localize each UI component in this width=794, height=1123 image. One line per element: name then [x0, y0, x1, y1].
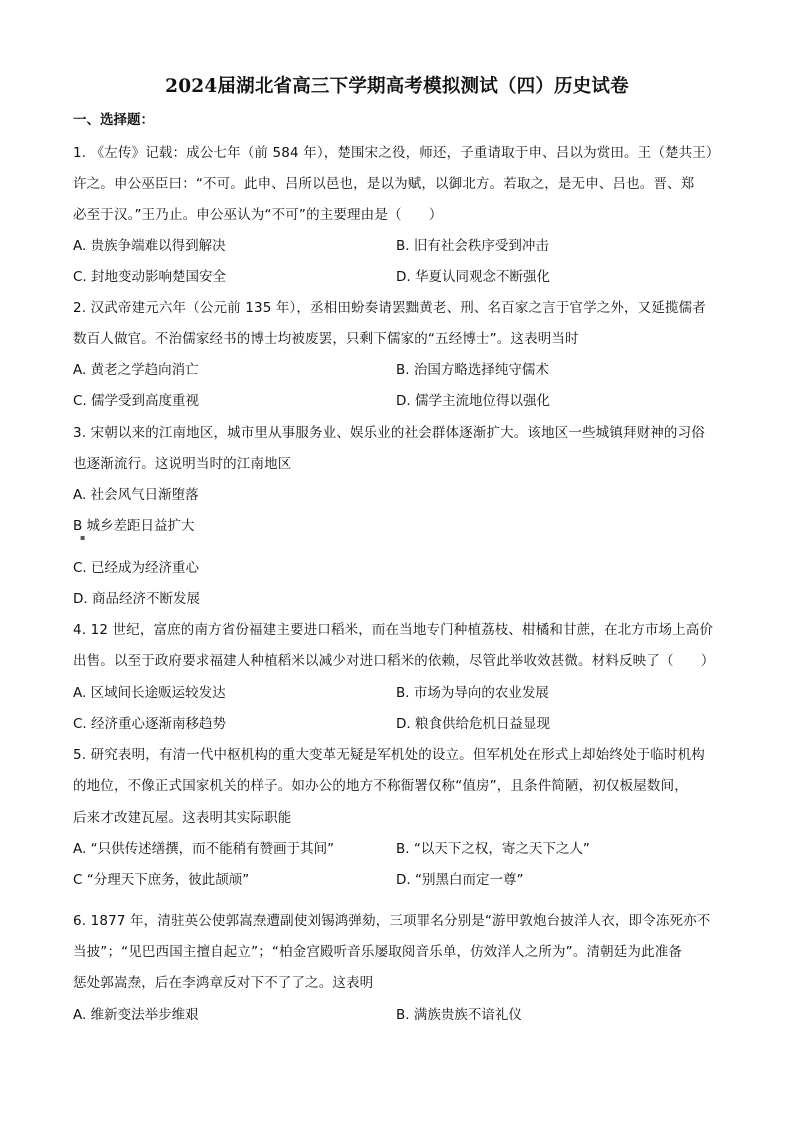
question-5-line-2: 的地位，不像正式国家机关的样子。如办公的地方不称衙署仅称“值房”，且条件简陋，初仅板屋数间， [73, 778, 688, 794]
question-2-option-a[interactable]: A. 黄老之学趋向消亡 [73, 362, 199, 378]
question-6-option-a[interactable]: A. 维新变法举步维艰 [73, 1007, 199, 1023]
question-6-line-1: 6. 1877 年，清驻英公使郭嵩焘遭副使刘锡鸿弹劾，三项罪名分别是“游甲敦炮台披洋人衣，即令冻死亦不 [73, 913, 711, 929]
question-4-option-c[interactable]: C. 经济重心逐渐南移趋势 [73, 716, 227, 732]
question-1-option-b[interactable]: B. 旧有社会秩序受到冲击 [396, 238, 549, 254]
question-2-line-1: 2. 汉武帝建元六年（公元前 135 年），丞相田蚡奏请罢黜黄老、刑、名百家之言于官学之外，又延揽儒者 [73, 300, 706, 316]
question-1-line-2: 许之。申公巫臣曰：“不可。此申、吕所以邑也，是以为赋，以御北方。若取之，是无申、吕也。晋、郑 [73, 176, 695, 192]
question-3-option-c[interactable]: C. 已经成为经济重心 [73, 560, 200, 576]
question-5-line-3: 后来才改建瓦屋。这表明其实际职能 [73, 810, 292, 826]
question-3-option-b[interactable]: B 城乡差距日益扩大 [73, 518, 195, 534]
question-4-option-b[interactable]: B. 市场为导向的农业发展 [396, 685, 549, 701]
question-2-option-b[interactable]: B. 治国方略选择纯守儒术 [396, 362, 549, 378]
section-heading: 一、选择题： [73, 112, 154, 128]
question-4-line-1: 4. 12 世纪，富庶的南方省份福建主要进口稻米，而在当地专门种植荔枝、柑橘和甘蔗，在北方市场上高价 [73, 622, 714, 638]
question-5-option-b[interactable]: B. “以天下之权，寄之天下之人” [396, 841, 590, 857]
question-1-line-1: 1. 《左传》记载：成公七年（前 584 年），楚围宋之役，师还，子重请取于申、吕以为赏田。王（楚共王） [73, 145, 720, 161]
question-3-option-a[interactable]: A. 社会风气日渐堕落 [73, 487, 199, 503]
question-3-line-1: 3. 宋朝以来的江南地区，城市里从事服务业、娱乐业的社会群体逐渐扩大。该地区一些城镇拜财神的习俗 [73, 425, 705, 441]
question-1-option-c[interactable]: C. 封地变动影响楚国安全 [73, 269, 227, 285]
page-title: 2024届湖北省高三下学期高考模拟测试（四）历史试卷 [165, 76, 629, 97]
question-4-option-d[interactable]: D. 粮食供给危机日益显现 [396, 716, 550, 732]
question-1-line-3: 必至于汉。”王乃止。申公巫认为“不可”的主要理由是（ ） [73, 207, 443, 223]
question-1-option-a[interactable]: A. 贵族争端难以得到解决 [73, 238, 226, 254]
question-3-line-2: 也逐渐流行。这说明当时的江南地区 [73, 456, 292, 472]
question-5-line-1: 5. 研究表明，有清一代中枢机构的重大变革无疑是军机处的设立。但军机处在形式上却始终处于临时机构 [73, 747, 705, 763]
question-4-option-a[interactable]: A. 区域间长途贩运较发达 [73, 685, 226, 701]
question-2-option-c[interactable]: C. 儒学受到高度重视 [73, 393, 200, 409]
question-3-option-d[interactable]: D. 商品经济不断发展 [73, 591, 200, 607]
question-5-option-d[interactable]: D. “别黑白而定一尊” [396, 872, 524, 888]
question-5-option-c[interactable]: C “分理天下庶务，彼此颉颃” [73, 872, 250, 888]
question-2-option-d[interactable]: D. 儒学主流地位得以强化 [396, 393, 550, 409]
question-6-line-3: 惩处郭嵩焘，后在李鸿章反对下不了了之。这表明 [73, 975, 374, 991]
question-6-option-b[interactable]: B. 满族贵族不谙礼仪 [396, 1007, 522, 1023]
question-6-line-2: 当披”；“见巴西国主擅自起立”；“柏金宫殿听音乐屡取阅音乐单，仿效洋人之所为”。清朝廷为此准备 [73, 944, 683, 960]
stray-mark: ▪ [80, 533, 86, 542]
question-1-option-d[interactable]: D. 华夏认同观念不断强化 [396, 269, 550, 285]
question-5-option-a[interactable]: A. “只供传述缮撰，而不能稍有赞画于其间” [73, 841, 335, 857]
question-4-line-2: 出售。以至于政府要求福建人种植稻米以减少对进口稻米的依赖，尽管此举收效甚微。材料反映了（ ） [73, 653, 715, 669]
question-2-line-2: 数百人做官。不治儒家经书的博士均被废罢，只剩下儒家的“五经博士”。这表明当时 [73, 331, 579, 347]
